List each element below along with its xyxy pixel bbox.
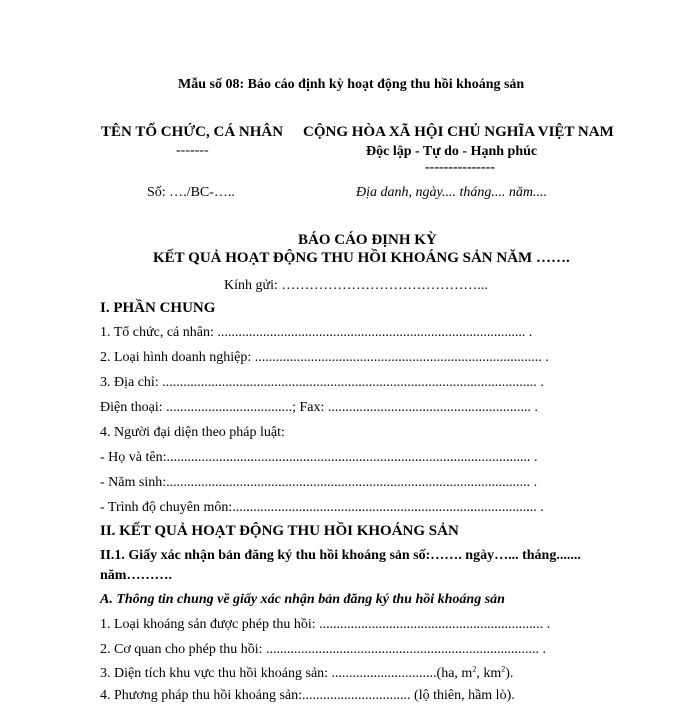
area-line xyxy=(100,666,513,682)
organization-name: TÊN TỔ CHỨC, CÁ NHÂN xyxy=(101,124,284,140)
full-name-line: - Họ và tên:........................................................................................................ . xyxy=(100,450,538,465)
area-middle: , km xyxy=(476,666,502,681)
mineral-type-line: 1. Loại khoáng sản được phép thu hồi: ................................................................ . xyxy=(100,617,551,632)
qualification-line: - Trình độ chuyên môn:....................................................................................... . xyxy=(100,500,544,515)
right-dash: --------------- xyxy=(425,160,495,175)
business-type-line: 2. Loại hình doanh nghiệp: .................................................................................. . xyxy=(100,350,549,365)
section-1-heading: I. PHẦN CHUNG xyxy=(100,300,216,316)
org-line: 1. Tổ chức, cá nhân: ........................................................................................ . xyxy=(100,325,533,340)
country-name: CỘNG HÒA XÃ HỘI CHỦ NGHĨA VIỆT NAM xyxy=(303,124,614,140)
certificate-line-2: năm………. xyxy=(100,568,172,583)
birth-year-line: - Năm sinh:........................................................................................................ . xyxy=(100,475,538,490)
phone-fax-line: Điện thoại: ....................................; Fax: .......................................................... . xyxy=(100,400,538,415)
area-superscript-2: 2 xyxy=(501,664,506,674)
place-and-date: Địa danh, ngày.... tháng.... năm.... xyxy=(356,185,547,200)
authority-line: 2. Cơ quan cho phép thu hồi: .............................................................................. . xyxy=(100,642,547,657)
report-subtitle: KẾT QUẢ HOẠT ĐỘNG THU HỒI KHOÁNG SẢN NĂM ……. xyxy=(153,250,570,266)
left-dash: ------- xyxy=(176,143,209,158)
area-suffix: ). xyxy=(505,666,514,681)
addressee-line: Kính gửi: ……………………………………... xyxy=(224,278,488,293)
area-superscript: 2 xyxy=(472,664,477,674)
document-number: Số: …./BC-….. xyxy=(147,185,235,200)
section-2-heading: II. KẾT QUẢ HOẠT ĐỘNG THU HỒI KHOÁNG SẢN xyxy=(100,523,459,539)
section-a-heading: A. Thông tin chung về giấy xác nhận bản đăng ký thu hồi khoáng sản xyxy=(100,592,505,607)
area-prefix: 3. Diện tích khu vực thu hồi khoáng sản: ..............................(ha, m xyxy=(100,666,473,681)
legal-representative-line: 4. Người đại diện theo pháp luật: xyxy=(100,425,285,440)
method-line: 4. Phương pháp thu hồi khoáng sản:............................... (lộ thiên, hầm lò). xyxy=(100,688,515,703)
address-line: 3. Địa chỉ: ........................................................................................................... . xyxy=(100,375,544,390)
form-title: Mẫu số 08: Báo cáo định kỳ hoạt động thu hồi khoáng sản xyxy=(178,77,525,92)
certificate-line-1: II.1. Giấy xác nhận bản đăng ký thu hồi khoáng sản số:……. ngày…... tháng....... xyxy=(100,548,581,563)
national-motto: Độc lập - Tự do - Hạnh phúc xyxy=(366,144,538,159)
report-title: BÁO CÁO ĐỊNH KỲ xyxy=(298,232,437,248)
